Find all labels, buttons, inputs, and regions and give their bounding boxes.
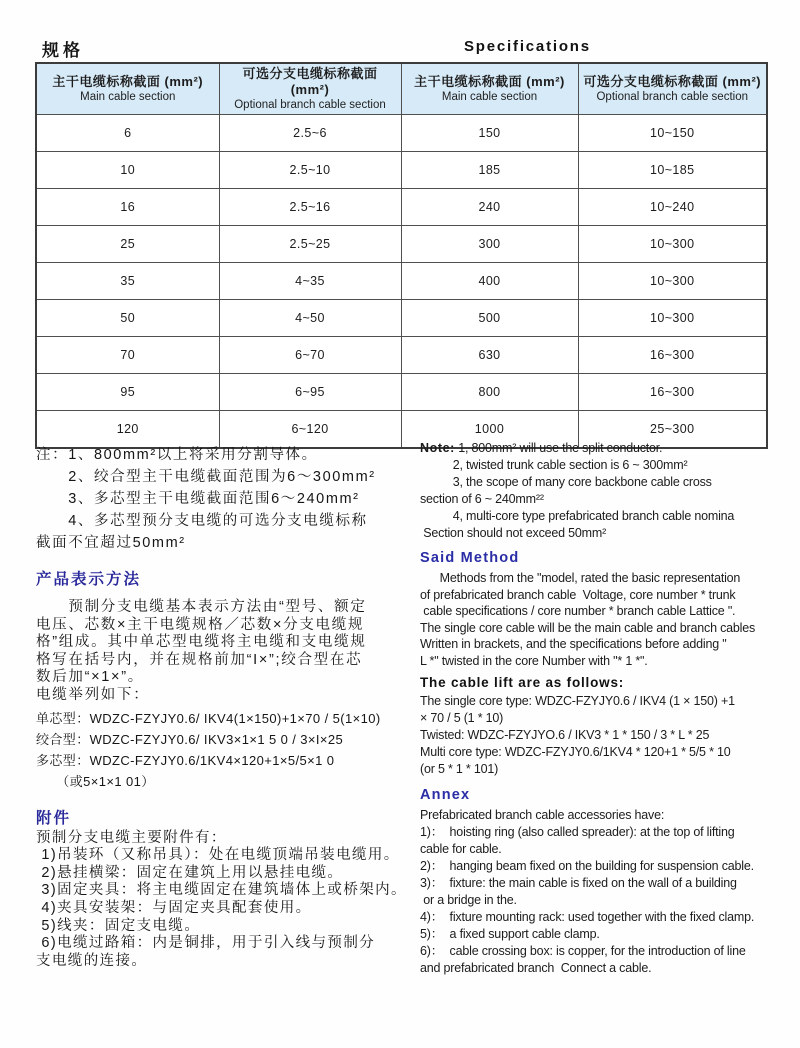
- cable-lift-line: Twisted: WDZC-FZYJYO.6 / IKV3 * 1 * 150 / 3 * L * 25: [420, 727, 710, 742]
- column-header-en: Optional branch cable section: [596, 91, 748, 103]
- paragraph-line-en: Methods from the "model, rated the basic representation: [420, 571, 741, 585]
- section-heading-said-method: Said Method: [420, 550, 520, 566]
- cable-example-line: 单芯型：WDZC-FZYJY0.6/ IKV4(1×150)+1×70 / 5(1×10): [36, 710, 381, 726]
- cable-example-line: 多芯型：WDZC-FZYJY0.6/1KV4×120+1×5/5×1 0: [36, 752, 335, 768]
- column-header-en: Optional branch cable section: [234, 99, 386, 111]
- page-title-en: Specifications: [464, 38, 591, 55]
- annex-line-en: 5)： a fixed support cable clamp.: [420, 926, 600, 941]
- paragraph-line-zh: 数后加“×1×”。: [36, 669, 144, 686]
- column-header-branch-2: [578, 63, 767, 115]
- table-cell: 400: [401, 263, 578, 300]
- table-cell: 2.5~6: [219, 115, 401, 152]
- table-cell: 4~50: [219, 300, 401, 337]
- table-cell: 6~120: [219, 411, 401, 449]
- annex-line-zh: 4)夹具安装架：与固定夹具配套使用。: [36, 899, 312, 916]
- note-line-en: section of 6 ~ 240mm²²: [420, 492, 544, 506]
- column-header-en: Main cable section: [441, 91, 538, 103]
- cable-lift-line: × 70 / 5 (1 * 10): [420, 710, 504, 725]
- paragraph-line-zh: 电缆举列如下：: [36, 686, 150, 703]
- table-cell: 95: [36, 374, 219, 411]
- table-cell: 240: [401, 189, 578, 226]
- table-cell: 630: [401, 337, 578, 374]
- cable-lift-heading: The cable lift are as follows:: [420, 674, 625, 690]
- table-cell: 10~300: [578, 300, 767, 337]
- cable-lift-list: [420, 693, 786, 779]
- table-cell: 300: [401, 226, 578, 263]
- table-cell: 10~185: [578, 152, 767, 189]
- paragraph-line-zh: 格写在括号内，并在规格前加“I×”;绞合型在芯: [36, 651, 363, 668]
- note-line-zh: 4、多芯型预分支电缆的可选分支电缆标称: [36, 513, 368, 529]
- table-row: [36, 189, 767, 226]
- table-row: [36, 337, 767, 374]
- table-cell: 500: [401, 300, 578, 337]
- note-label: Note:: [420, 441, 455, 455]
- cable-lift-line: (or 5 * 1 * 101): [420, 762, 499, 777]
- annex-line-en: 3)： fixture: the main cable is fixed on the wall of a building: [420, 875, 737, 890]
- cable-lift-line: Multi core type: WDZC-FZYJY0.6/1KV4 * 120+1 * 5/5 * 10: [420, 745, 731, 760]
- annex-line-en: 1)： hoisting ring (also called spreader): at the top of lifting: [420, 824, 735, 839]
- column-header-zh: 可选分支电缆标称截面 (mm²): [242, 66, 378, 97]
- section-heading-annex-zh: 附件: [36, 809, 72, 827]
- note-line-en: 3, the scope of many core backbone cable cross: [420, 475, 712, 489]
- table-cell: 10~300: [578, 263, 767, 300]
- paragraph-line-en: The single core cable will be the main cable and branch cables: [420, 620, 756, 635]
- table-cell: 2.5~25: [219, 226, 401, 263]
- note-line-en: 4, multi-core type prefabricated branch cable nomina: [420, 509, 735, 523]
- said-method-paragraph: [420, 570, 786, 670]
- note-block-en: [420, 440, 786, 542]
- note-line-zh: 截面不宜超过50mm²: [36, 535, 186, 551]
- annex-line-zh: 5)线夹：固定支电缆。: [36, 917, 201, 934]
- cable-example-line: （或5×1×1 01）: [36, 773, 155, 789]
- table-cell: 70: [36, 337, 219, 374]
- note-line-zh: 3、多芯型主干电缆截面范围6～240mm²: [36, 491, 360, 507]
- table-cell: 10~150: [578, 115, 767, 152]
- cable-lift-line: The single core type: WDZC-FZYJY0.6 / IKV4 (1 × 150) +1: [420, 693, 735, 708]
- table-cell: 120: [36, 411, 219, 449]
- annex-line-zh: 支电缆的连接。: [36, 952, 148, 969]
- table-row: [36, 226, 767, 263]
- annex-line-en: Prefabricated branch cable accessories have:: [420, 807, 665, 822]
- table-cell: 35: [36, 263, 219, 300]
- note-lines-en: [420, 457, 786, 542]
- cable-example-line: 绞合型：WDZC-FZYJY0.6/ IKV3×1×1 5 0 / 3×I×25: [36, 731, 344, 747]
- annex-line-en: 4)： fixture mounting rack: used together with the fixed clamp.: [420, 909, 755, 924]
- paragraph-line-en: Written in brackets, and the specifications before adding ": [420, 637, 727, 652]
- column-header-main-1: [36, 63, 219, 115]
- table-cell: 1000: [401, 411, 578, 449]
- table-cell: 6~95: [219, 374, 401, 411]
- note-first-line: [420, 440, 786, 457]
- cable-example-list-zh: [36, 708, 422, 792]
- annex-line-en: 2)： hanging beam fixed on the building for suspension cable.: [420, 858, 754, 873]
- annex-line-en: 6)： cable crossing box: is copper, for the introduction of line: [420, 943, 746, 958]
- table-cell: 16: [36, 189, 219, 226]
- column-header-branch-1: [219, 63, 401, 115]
- table-row: [36, 152, 767, 189]
- page-title-zh: 规格: [42, 41, 84, 60]
- section-heading-product-method: 产品表示方法: [36, 571, 142, 588]
- notes-zh: [36, 444, 422, 554]
- note-line-en: 2, twisted trunk cable section is 6 ~ 300mm²: [420, 458, 688, 472]
- note-line-zh: 2、绞合型主干电缆截面范围为6～300mm²: [36, 469, 376, 485]
- column-header-main-2: [401, 63, 578, 115]
- paragraph-line-en: L *" twisted in the core Number with "* 1 *".: [420, 653, 648, 668]
- annex-line-zh: 1)吊装环（又称吊具）：处在电缆顶端吊装电缆用。: [36, 847, 400, 864]
- annex-line-zh: 预制分支电缆主要附件有：: [36, 829, 227, 846]
- product-method-paragraph: [36, 599, 422, 705]
- table-cell: 50: [36, 300, 219, 337]
- note-line-en: Section should not exceed 50mm²: [420, 526, 607, 540]
- annex-line-zh: 2)悬挂横梁：固定在建筑上用以悬挂电缆。: [36, 864, 344, 881]
- note-first-text: 1, 800mm² will use the split conductor.: [454, 441, 663, 455]
- annex-list-en: [420, 807, 786, 977]
- spec-table: [35, 62, 768, 449]
- table-cell: 25: [36, 226, 219, 263]
- annex-line-en: cable for cable.: [420, 841, 502, 856]
- table-row: [36, 263, 767, 300]
- table-cell: 2.5~10: [219, 152, 401, 189]
- table-cell: 16~300: [578, 374, 767, 411]
- table-cell: 6~70: [219, 337, 401, 374]
- annex-line-en: and prefabricated branch Connect a cable.: [420, 960, 652, 975]
- table-header-row: [36, 63, 767, 115]
- table-cell: 6: [36, 115, 219, 152]
- column-header-zh: 主干电缆标称截面 (mm²): [414, 74, 565, 89]
- table-row: [36, 374, 767, 411]
- right-column: [420, 440, 786, 977]
- table-cell: 185: [401, 152, 578, 189]
- paragraph-line-en: of prefabricated branch cable Voltage, core number * trunk: [420, 587, 736, 602]
- column-header-zh: 主干电缆标称截面 (mm²): [52, 74, 204, 89]
- table-cell: 10~300: [578, 226, 767, 263]
- annex-list-zh: [36, 830, 422, 971]
- table-cell: 16~300: [578, 337, 767, 374]
- table-row: [36, 115, 767, 152]
- paragraph-line-zh: 预制分支电缆基本表示方法由“型号、额定: [36, 599, 367, 615]
- annex-line-en: or a bridge in the.: [420, 892, 517, 907]
- table-cell: 2.5~16: [219, 189, 401, 226]
- column-header-en: Main cable section: [80, 91, 176, 103]
- paragraph-line-en: cable specifications / core number * branch cable Lattice ".: [420, 604, 736, 619]
- table-cell: 25~300: [578, 411, 767, 449]
- annex-line-zh: 6)电缆过路箱：内是铜排，用于引入线与预制分: [36, 935, 376, 952]
- column-header-zh: 可选分支电缆标称截面 (mm²): [583, 74, 762, 89]
- table-cell: 10~240: [578, 189, 767, 226]
- table-cell: 10: [36, 152, 219, 189]
- annex-line-zh: 3)固定夹具：将主电缆固定在建筑墙体上或桥架内。: [36, 882, 407, 899]
- left-column: [36, 444, 422, 970]
- table-cell: 4~35: [219, 263, 401, 300]
- table-row: [36, 300, 767, 337]
- spec-table-body: [36, 115, 767, 449]
- table-cell: 800: [401, 374, 578, 411]
- note-line-zh: 注：1、800mm²以上将采用分割导体。: [36, 447, 318, 463]
- paragraph-line-zh: 电压、芯数×主干电缆规格／芯数×分支电缆规: [36, 616, 365, 633]
- table-cell: 150: [401, 115, 578, 152]
- section-heading-annex-en: Annex: [420, 786, 471, 803]
- paragraph-line-zh: 格”组成。其中单芯型电缆将主电缆和支电缆规: [36, 634, 367, 651]
